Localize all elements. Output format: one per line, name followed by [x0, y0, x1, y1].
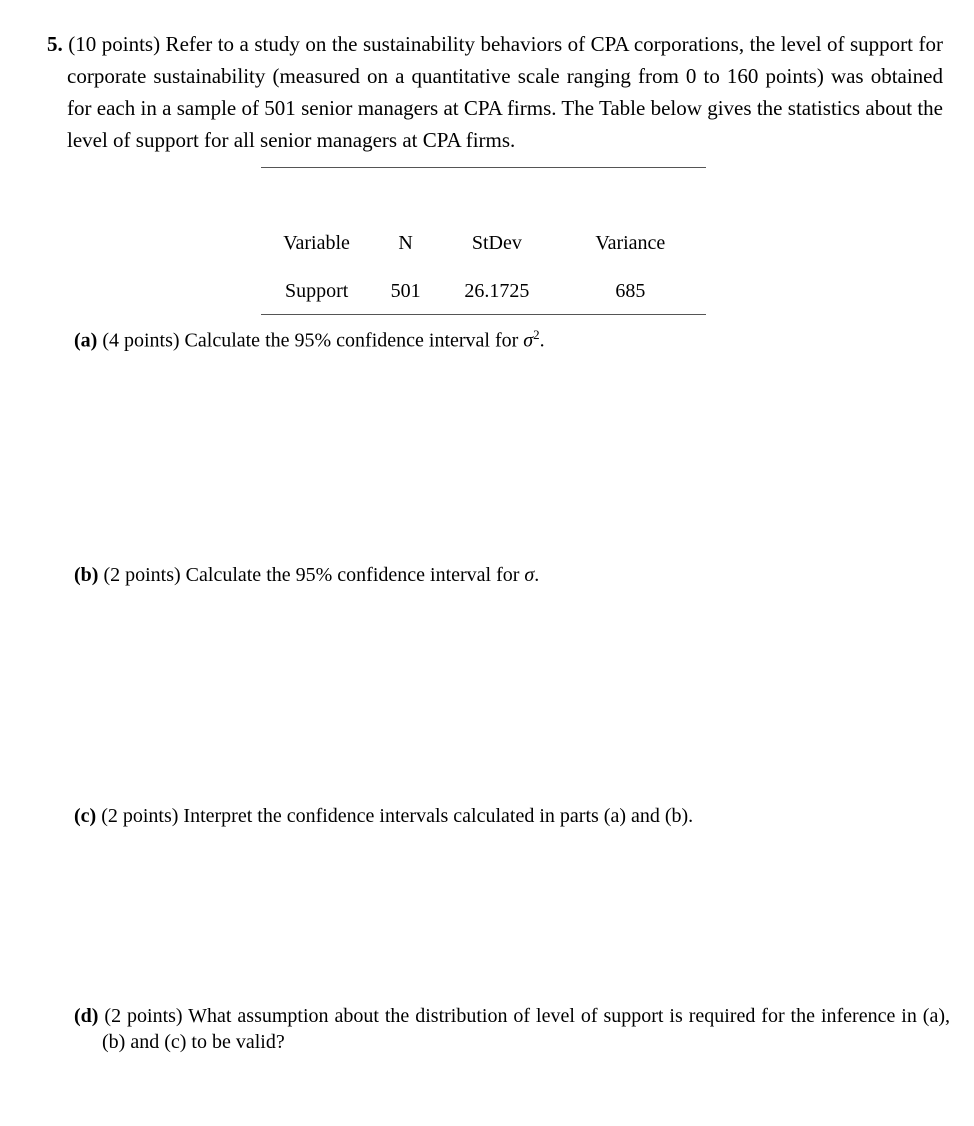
part-a-end: .	[539, 329, 545, 352]
cell-stdev: 26.1725	[464, 279, 530, 302]
cell-variance: 685	[615, 279, 646, 302]
sigma-symbol: σ	[523, 329, 534, 352]
table-row	[261, 268, 706, 315]
header-n: N	[398, 232, 413, 254]
part-a	[74, 322, 545, 354]
part-c	[74, 803, 693, 829]
cell-n: 501	[390, 279, 421, 302]
part-c-text: (2 points) Interpret the confidence intervals calculated in parts (a) and (b).	[96, 805, 694, 827]
header-stdev: StDev	[471, 232, 522, 254]
part-a-text: (4 points) Calculate the 95% confidence interval for	[97, 329, 524, 352]
part-b-end: .	[534, 564, 540, 586]
cell-variable: Support	[284, 279, 349, 302]
part-b	[74, 562, 539, 588]
part-a-label: (a)	[74, 329, 98, 352]
part-b-text: (2 points) Calculate the 95% confidence interval for	[98, 564, 525, 586]
table-header-row	[261, 218, 706, 268]
header-variable: Variable	[283, 232, 350, 254]
part-d	[74, 1003, 950, 1055]
question-number: 5.	[47, 32, 63, 56]
squared-superscript: 2	[533, 327, 540, 342]
question-5	[47, 28, 943, 156]
sigma-symbol: σ	[524, 564, 535, 586]
part-d-label: (d)	[74, 1005, 99, 1027]
header-variance: Variance	[595, 232, 666, 254]
part-c-label: (c)	[74, 805, 97, 827]
table-top-rule	[261, 168, 706, 218]
part-d-text: (2 points) What assumption about the distribution of level of support is required for the inference in (a), (b) and (c) to be valid?	[98, 1005, 950, 1053]
part-b-label: (b)	[74, 564, 99, 586]
question-text: (10 points) Refer to a study on the sustainability behaviors of CPA corporations, the level of support for corporate sustainability (measured on a quantitative scale ranging from 0 to 160 points) was obtained for each in a sample of 501 senior managers at CPA firms. The Table below gives the statistics about the level of support for all senior managers at CPA firms.	[62, 32, 943, 152]
